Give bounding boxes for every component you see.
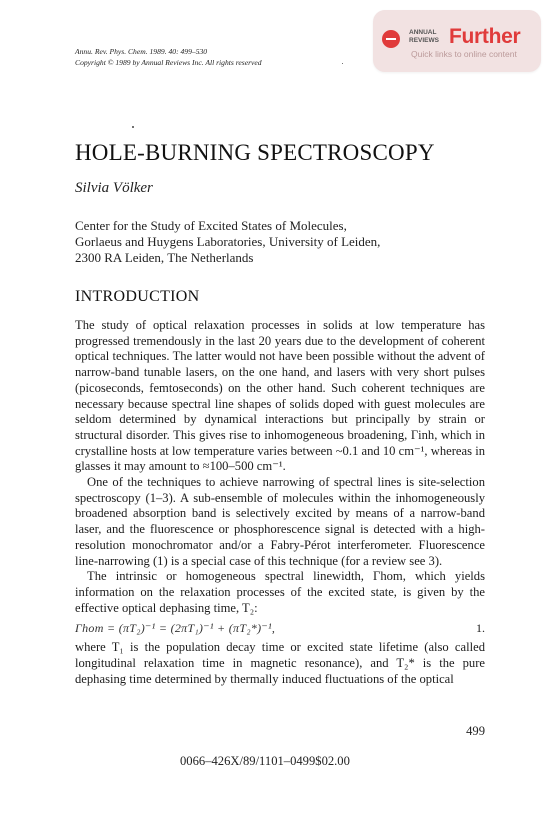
- section-heading: INTRODUCTION: [75, 288, 200, 305]
- article-title: HOLE-BURNING SPECTROSCOPY: [75, 140, 435, 165]
- further-sublabel: Quick links to online content: [411, 49, 517, 59]
- document-code: 0066–426X/89/1101–0499$02.00: [180, 754, 350, 768]
- publisher-line1: ANNUAL: [409, 29, 437, 36]
- affiliation: [75, 218, 380, 266]
- author-name: Silvia Völker: [75, 180, 153, 196]
- equation-1: [75, 618, 485, 639]
- journal-citation: Annu. Rev. Phys. Chem. 1989. 40: 499–530: [75, 47, 208, 56]
- stray-mark: [342, 63, 343, 64]
- paragraph: One of the techniques to achieve narrowing of spectral lines is site-selection spectroscopy (1–3). A sub-ensemble of molecules within the inhomogeneously broadened absorption band is selectively excited by means of a narrow-band laser, and the fluorescence or phosphorescence signal is detected with a high-resolution monochromator and/or a Fabry-Pérot interferometer. Fluorescence line-narrowing (1) is a special case of this technique (for a review see 3).: [75, 475, 485, 568]
- stray-mark: [132, 126, 134, 128]
- copyright-notice: Copyright © 1989 by Annual Reviews Inc. All rights reserved: [75, 58, 262, 67]
- page-number: 499: [466, 724, 485, 738]
- article-body: [75, 318, 485, 687]
- affiliation-line: Center for the Study of Excited States of Molecules,: [75, 218, 347, 233]
- equation-number: 1.: [476, 621, 485, 635]
- further-banner[interactable]: [373, 10, 541, 72]
- further-label: Further: [449, 25, 521, 48]
- journal-header: [75, 46, 262, 68]
- paragraph: The study of optical relaxation processes in solids at low temperature has progressed tremendously in the last 20 years due to the development of coherent optical techniques. The latter would not have been possible without the advent of narrow-band tunable lasers, on the one hand, and lasers with very short pulses (picoseconds, femtoseconds) on the other hand. Such coherent techniques are necessary because spectral line shapes of solids doped with guest molecules are seldom determined by dynamical interactions but principally by strain or structural disorder. This gives rise to inhomogeneous broadening, Γinh, which in crystalline hosts at low temperature varies between ~0.1 and 10 cm⁻¹, whereas in glasses it may amount to ≈100–500 cm⁻¹.: [75, 318, 485, 474]
- publisher-line2: REVIEWS: [409, 37, 439, 44]
- affiliation-line: Gorlaeus and Huygens Laboratories, University of Leiden,: [75, 234, 381, 249]
- publisher-name: [409, 29, 439, 45]
- paragraph: where T₁ is the population decay time or excited state lifetime (also called longitudinal relaxation time in magnetic resonance), and T₂* is the pure dephasing time determined by thermally induced fluctuations of the optical: [75, 640, 485, 686]
- affiliation-line: 2300 RA Leiden, The Netherlands: [75, 250, 254, 265]
- paragraph: The intrinsic or homogeneous spectral linewidth, Γhom, which yields information on the relaxation processes of the excited state, is given by the effective optical dephasing time, T₂:: [75, 569, 485, 615]
- annual-reviews-logo-icon: [382, 30, 400, 48]
- equation-formula: Γhom = (πT₂)⁻¹ = (2πT₁)⁻¹ + (πT₂*)⁻¹,: [75, 621, 276, 635]
